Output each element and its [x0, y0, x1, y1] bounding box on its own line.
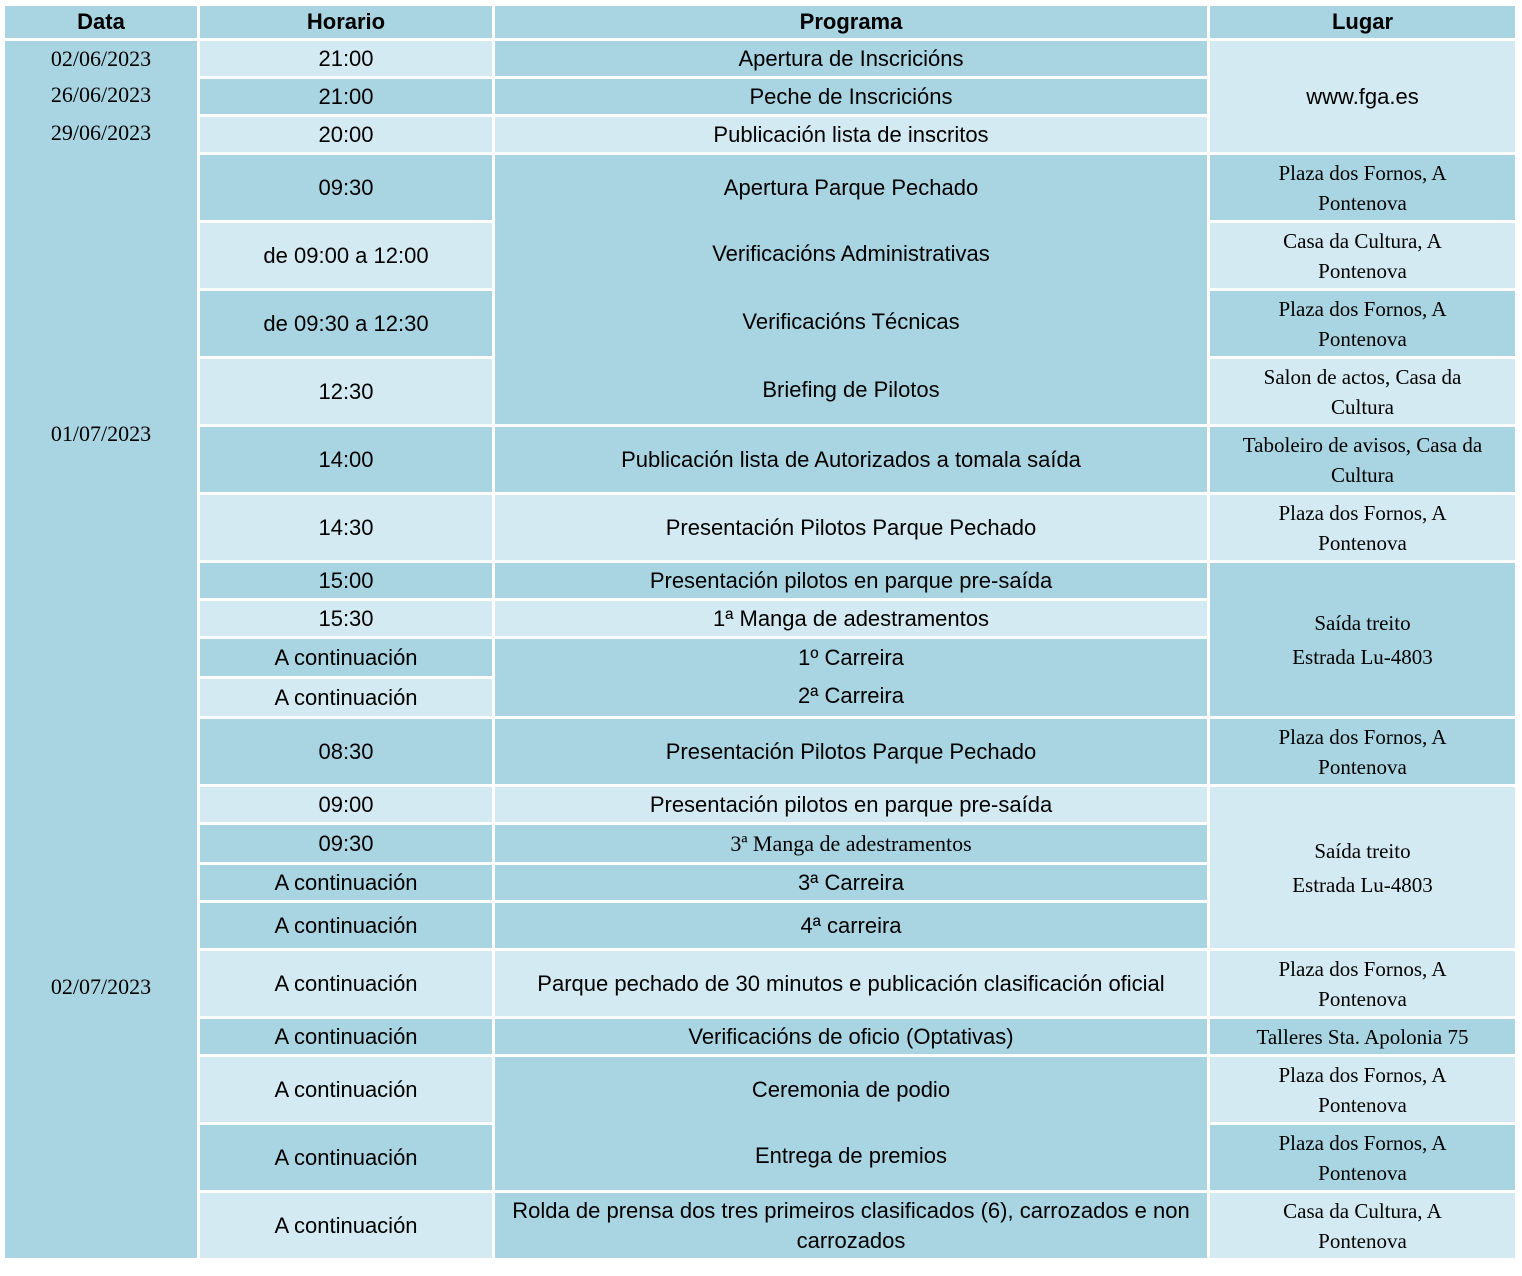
place-cell: Plaza dos Fornos, A Pontenova: [1207, 152, 1515, 220]
time-cell: A continuación: [197, 676, 492, 716]
table-row: [5, 1016, 1515, 1054]
time-cell: A continuación: [197, 900, 492, 948]
program-cell: 3ª Carreira: [492, 862, 1207, 900]
table-row: [5, 492, 1515, 560]
program-cell: 1º Carreira: [492, 636, 1207, 676]
date-cell: 01/07/2023: [5, 152, 197, 716]
place-cell: Saída treito Estrada Lu-4803: [1207, 560, 1515, 716]
place-cell: Plaza dos Fornos, A Pontenova: [1207, 948, 1515, 1016]
time-cell: de 09:30 a 12:30: [197, 288, 492, 356]
time-cell: 14:30: [197, 492, 492, 560]
header-row: [5, 6, 1515, 38]
time-cell: 12:30: [197, 356, 492, 424]
table-row: [5, 716, 1515, 784]
time-cell: de 09:00 a 12:00: [197, 220, 492, 288]
program-cell: Peche de Inscricións: [492, 76, 1207, 114]
header-time: Horario: [197, 6, 492, 38]
program-cell: 3ª Manga de adestramentos: [492, 822, 1207, 862]
table-row: [5, 288, 1515, 356]
time-cell: 21:00: [197, 38, 492, 76]
program-cell: Briefing de Pilotos: [492, 356, 1207, 424]
table-row: [5, 38, 1515, 76]
program-cell: Verificacións Técnicas: [492, 288, 1207, 356]
date-cell: 26/06/2023: [5, 76, 197, 114]
place-cell: Plaza dos Fornos, A Pontenova: [1207, 1054, 1515, 1122]
table-row: [5, 1054, 1515, 1122]
table-row: [5, 948, 1515, 1016]
time-cell: 14:00: [197, 424, 492, 492]
place-cell: Plaza dos Fornos, A Pontenova: [1207, 288, 1515, 356]
program-cell: Verificacións de oficio (Optativas): [492, 1016, 1207, 1054]
time-cell: A continuación: [197, 862, 492, 900]
program-cell: Verificacións Administrativas: [492, 220, 1207, 288]
place-cell: [1207, 38, 1515, 152]
program-cell: Parque pechado de 30 minutos e publicación clasificación oficial: [492, 948, 1207, 1016]
date-cell: 02/06/2023: [5, 38, 197, 76]
table-row: [5, 784, 1515, 822]
place-cell: Taboleiro de avisos, Casa da Cultura: [1207, 424, 1515, 492]
table-row: [5, 1122, 1515, 1190]
time-cell: 09:30: [197, 822, 492, 862]
header-date: Data: [5, 6, 197, 38]
time-cell: 15:00: [197, 560, 492, 598]
table-row: [5, 356, 1515, 424]
program-cell: Presentación pilotos en parque pre-saída: [492, 560, 1207, 598]
table-row: [5, 220, 1515, 288]
time-cell: A continuación: [197, 636, 492, 676]
time-cell: 09:00: [197, 784, 492, 822]
header-program: Programa: [492, 6, 1207, 38]
program-cell: 1ª Manga de adestramentos: [492, 598, 1207, 636]
time-cell: A continuación: [197, 1016, 492, 1054]
program-cell: Apertura de Inscricións: [492, 38, 1207, 76]
date-cell: 02/07/2023: [5, 716, 197, 1258]
program-cell: 2ª Carreira: [492, 676, 1207, 716]
program-cell: Presentación Pilotos Parque Pechado: [492, 716, 1207, 784]
schedule-table: [5, 6, 1515, 1258]
program-cell: Apertura Parque Pechado: [492, 152, 1207, 220]
place-cell: Saída treito Estrada Lu-4803: [1207, 784, 1515, 948]
table-row: [5, 560, 1515, 598]
time-cell: 08:30: [197, 716, 492, 784]
time-cell: A continuación: [197, 1190, 492, 1258]
time-cell: 15:30: [197, 598, 492, 636]
place-cell: Talleres Sta. Apolonia 75: [1207, 1016, 1515, 1054]
program-cell: Publicación lista de inscritos: [492, 114, 1207, 152]
place-cell: Salon de actos, Casa da Cultura: [1207, 356, 1515, 424]
date-cell: 29/06/2023: [5, 114, 197, 152]
place-cell: Plaza dos Fornos, A Pontenova: [1207, 492, 1515, 560]
table-row: [5, 424, 1515, 492]
time-cell: 21:00: [197, 76, 492, 114]
program-cell: 4ª carreira: [492, 900, 1207, 948]
time-cell: A continuación: [197, 948, 492, 1016]
place-cell: Plaza dos Fornos, A Pontenova: [1207, 716, 1515, 784]
table-row: [5, 152, 1515, 220]
place-cell: Casa da Cultura, A Pontenova: [1207, 1190, 1515, 1258]
header-place: Lugar: [1207, 6, 1515, 38]
program-cell: Ceremonia de podio: [492, 1054, 1207, 1122]
program-cell: Presentación pilotos en parque pre-saída: [492, 784, 1207, 822]
program-cell: Rolda de prensa dos tres primeiros clasificados (6), carrozados e non carrozados: [492, 1190, 1207, 1258]
program-cell: Entrega de premios: [492, 1122, 1207, 1190]
time-cell: A continuación: [197, 1054, 492, 1122]
place-cell: Casa da Cultura, A Pontenova: [1207, 220, 1515, 288]
place-cell: Plaza dos Fornos, A Pontenova: [1207, 1122, 1515, 1190]
time-cell: 20:00: [197, 114, 492, 152]
time-cell: 09:30: [197, 152, 492, 220]
place-web-link[interactable]: www.fga.es: [1306, 83, 1419, 109]
program-cell: Presentación Pilotos Parque Pechado: [492, 492, 1207, 560]
time-cell: A continuación: [197, 1122, 492, 1190]
program-cell: Publicación lista de Autorizados a tomala saída: [492, 424, 1207, 492]
table-row: [5, 1190, 1515, 1258]
